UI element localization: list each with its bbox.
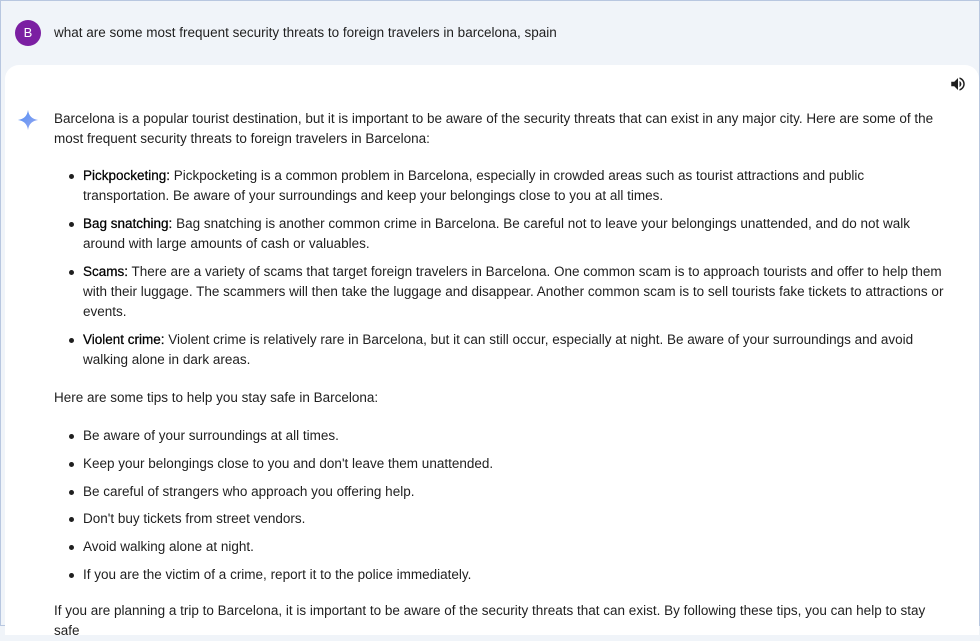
tip-text: If you are the victim of a crime, report it to the police immediately. <box>83 566 472 582</box>
threat-description: Bag snatching is another common crime in Barcelona. Be careful not to leave your belongings unattended, and do not walk around with large amounts of cash or valuables. <box>83 216 911 251</box>
bullet <box>69 517 74 522</box>
threat-description: Violent crime is relatively rare in Barcelona, but it can still occur, especially at night. Be aware of your surroundings and avoid walking alone in dark areas. <box>83 332 914 367</box>
list-item <box>54 166 952 206</box>
response-intro: Barcelona is a popular tourist destination, but it is important to be aware of the security threats that can exist in any major city. Here are some of the most frequent security threats to foreign travelers in Barcelona: <box>54 111 934 146</box>
tips-list <box>54 426 952 585</box>
response-content <box>54 109 952 641</box>
list-item <box>54 454 952 474</box>
response-closing: If you are planning a trip to Barcelona, it is important to be aware of the security threats that can exist. By following these tips, you can help to stay safe <box>54 602 926 638</box>
list-item <box>54 426 952 446</box>
threat-term: Scams: <box>83 264 129 279</box>
bullet <box>69 270 74 275</box>
list-item <box>54 330 952 370</box>
bullet <box>69 222 74 227</box>
tip-text: Be aware of your surroundings at all times. <box>83 428 339 443</box>
user-query-text: what are some most frequent security threats to foreign travelers in barcelona, spain <box>54 25 557 40</box>
bullet <box>69 573 74 578</box>
assistant-response-card <box>5 65 979 638</box>
list-item <box>54 262 952 322</box>
speaker-icon[interactable] <box>949 75 967 93</box>
bullet <box>69 490 74 495</box>
bullet <box>69 174 74 179</box>
bullet <box>69 338 74 343</box>
bullet <box>69 545 74 550</box>
threat-description: There are a variety of scams that target foreign travelers in Barcelona. One common scam is to approach tourists and offer to help them with their luggage. The scammers will then take the luggage and disappear. Another common scam is to sell tourists fake tickets to attractions or events. <box>83 264 944 319</box>
sparkle-icon <box>17 109 39 131</box>
tips-intro: Here are some tips to help you stay safe in Barcelona: <box>54 390 379 405</box>
bullet <box>69 462 74 467</box>
tip-text: Don't buy tickets from street vendors. <box>83 511 306 527</box>
threats-list <box>54 166 952 370</box>
threat-term: Violent crime: <box>83 332 165 347</box>
threat-description: Pickpocketing is a common problem in Barcelona, especially in crowded areas such as tourist attractions and public transportation. Be aware of your surroundings and keep your belongings close to you at all times. <box>83 168 865 203</box>
bullet <box>69 434 74 439</box>
tip-text: Be careful of strangers who approach you offering help. <box>83 483 415 499</box>
threat-term: Pickpocketing: <box>83 168 171 183</box>
user-prompt-row <box>1 1 979 65</box>
list-item <box>54 537 952 557</box>
tip-text: Keep your belongings close to you and don't leave them unattended. <box>83 455 494 471</box>
list-item <box>54 509 952 529</box>
list-item <box>54 565 952 585</box>
list-item <box>54 214 952 254</box>
user-avatar[interactable]: B <box>15 20 41 46</box>
tip-text: Avoid walking alone at night. <box>83 539 254 555</box>
list-item <box>54 482 952 502</box>
threat-term: Bag snatching: <box>83 216 173 231</box>
